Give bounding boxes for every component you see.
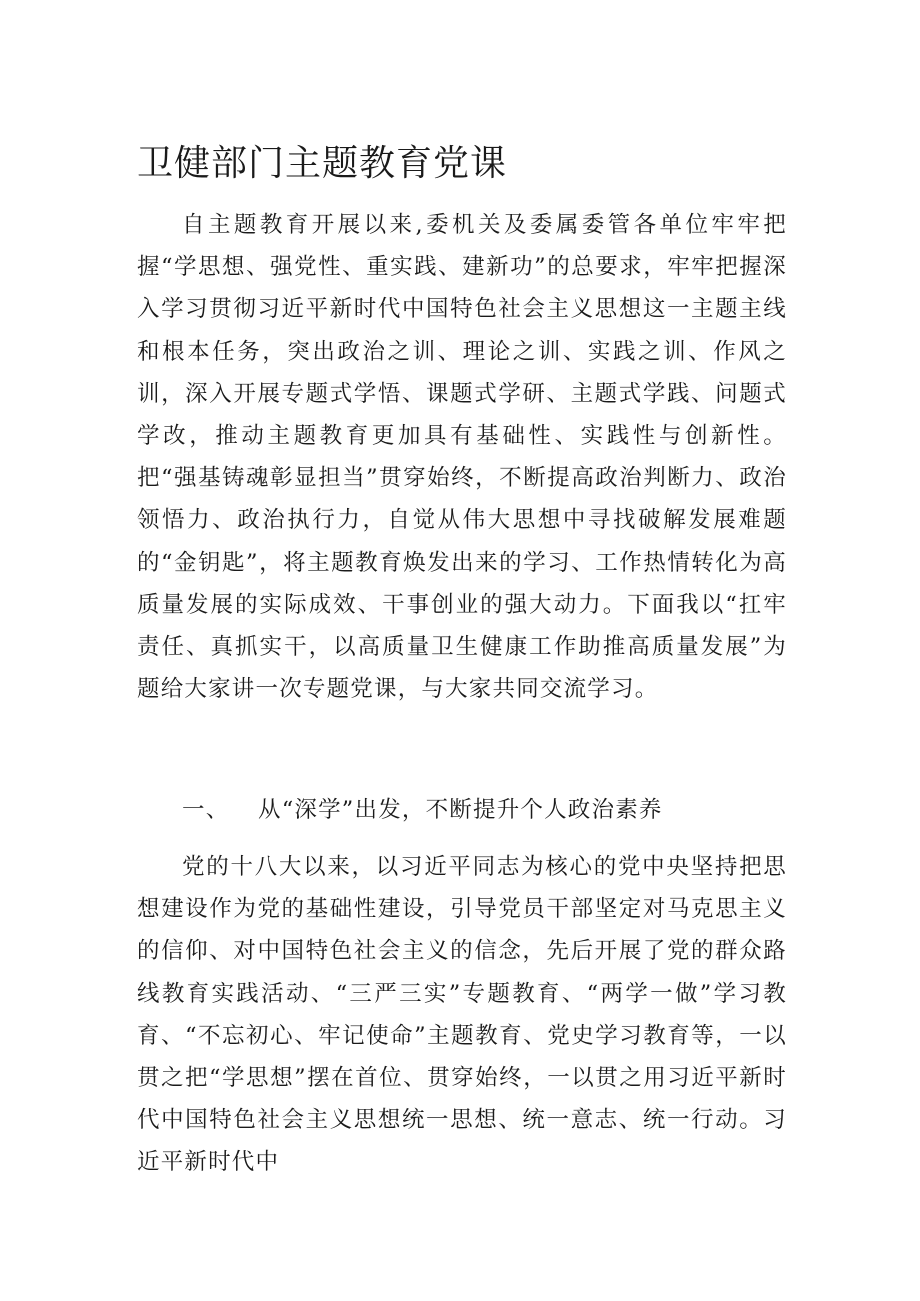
section-heading-text: 从“深学”出发，不断提升个人政治素养 xyxy=(258,797,663,823)
section-heading-number: 一、 xyxy=(182,797,230,823)
intro-paragraph: 自主题教育开展以来,委机关及委属委管各单位牢牢把握“学思想、强党性、重实践、建新功”的总要求，牢牢把握深入学习贯彻习近平新时代中国特色社会主义思想这一主题主线和根本任务，突出政治之训、理论之训、实践之训、作风之训，深入开展专题式学悟、课题式学研、主题式学践、问题式学改，推动主题教育更加具有基础性、实践性与创新性。把“强基铸魂彰显担当”贯穿始终，不断提高政治判断力、政治领悟力、政治执行力，自觉从伟大思想中寻找破解发展难题的“金钥匙”，将主题教育焕发出来的学习、工作热情转化为高质量发展的实际成效、干事创业的强大动力。下面我以“扛牢责任、真抓实干，以高质量卫生健康工作助推高质量发展”为题给大家讲一次专题党课，与大家共同交流学习。 xyxy=(137,212,787,703)
document-title: 卫健部门主题教育党课 xyxy=(137,143,508,184)
section-heading xyxy=(182,790,663,830)
body-paragraph: 党的十八大以来，以习近平同志为核心的党中央坚持把思想建设作为党的基础性建设，引导党员干部坚定对马克思主义的信仰、对中国特色社会主义的信念，先后开展了党的群众路线教育实践活动、“三严三实”专题教育、“两学一做”学习教育、“不忘初心、牢记使命”主题教育、党史学习教育等，一以贯之把“学思想”摆在首位、贯穿始终，一以贯之用习近平新时代中国特色社会主义思想统一思想、统一意志、统一行动。习近平新时代中 xyxy=(137,854,787,1176)
